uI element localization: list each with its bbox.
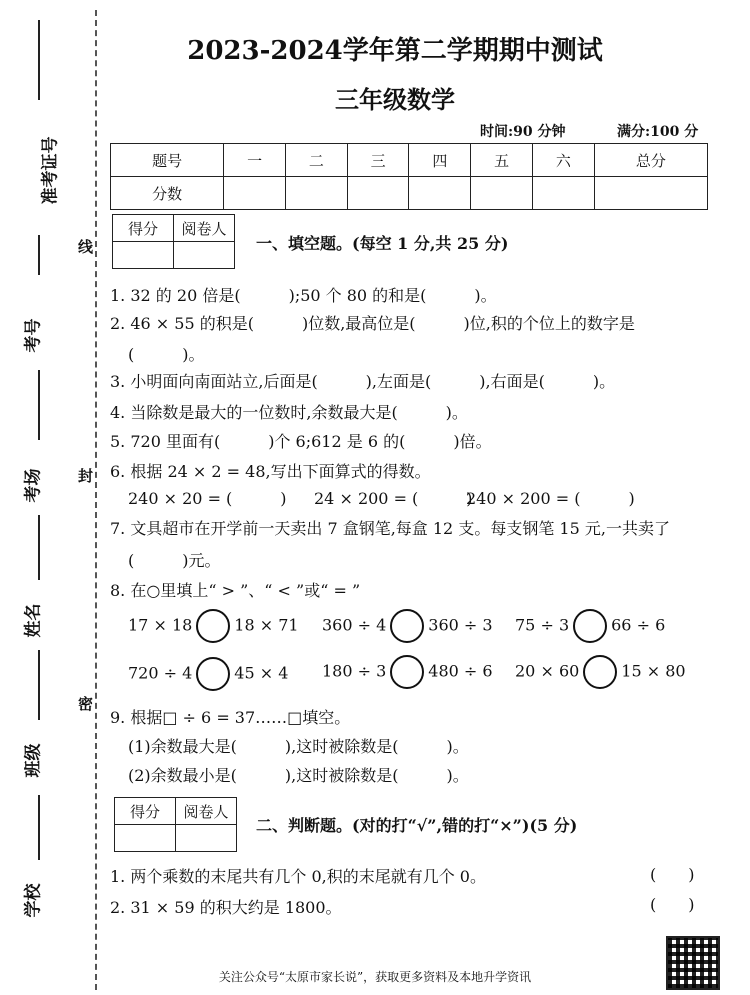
grader-box xyxy=(112,214,235,269)
page-title: 2023-2024学年第二学期期中测试 xyxy=(187,36,603,66)
side-line xyxy=(38,650,40,720)
section2-heading: 二、判断题。(对的打“√”,错的打“×”)(5 分) xyxy=(256,816,578,835)
exam-time: 时间:90 分钟 xyxy=(480,124,566,140)
compare-item: 180 ÷ 3 480 ÷ 6 xyxy=(322,655,493,689)
grader-score-label: 得分 xyxy=(115,798,176,825)
score-cell[interactable] xyxy=(594,177,707,210)
table-cell: 三 xyxy=(347,144,409,177)
side-line xyxy=(38,235,40,275)
seal-word-line: 线 xyxy=(78,238,94,256)
question-9a: (1)余数最大是( ),这时被除数是( )。 xyxy=(128,737,469,756)
score-cell[interactable] xyxy=(285,177,347,210)
question-7-cont: ( )元。 xyxy=(128,551,221,570)
compare-item: 75 ÷ 3 66 ÷ 6 xyxy=(515,609,665,643)
question-5: 5. 720 里面有( )个 6;612 是 6 的( )倍。 xyxy=(110,432,492,451)
grader-reviewer-cell[interactable] xyxy=(176,825,237,852)
name-label: 姓名 xyxy=(23,603,44,638)
table-cell: 四 xyxy=(409,144,471,177)
table-cell: 题号 xyxy=(111,144,224,177)
question-6: 6. 根据 24 × 2 = 48,写出下面算式的得数。 xyxy=(110,462,431,481)
exam-site-label: 考场 xyxy=(23,468,44,503)
page-subtitle: 三年级数学 xyxy=(335,85,455,114)
table-row xyxy=(111,144,708,177)
question-6c: 240 × 200 = ( ) xyxy=(466,489,635,508)
compare-item: 720 ÷ 4 45 × 4 xyxy=(128,657,288,691)
table-row xyxy=(111,177,708,210)
grader-reviewer-label: 阅卷人 xyxy=(174,215,235,242)
full-score: 满分:100 分 xyxy=(617,124,699,140)
table-cell: 五 xyxy=(471,144,533,177)
exam-room-label: 考号 xyxy=(23,318,44,353)
score-cell[interactable] xyxy=(224,177,286,210)
side-line xyxy=(38,795,40,860)
seal-word-secret: 密 xyxy=(78,695,94,713)
question-6b: 24 × 200 = ( ) xyxy=(314,489,473,508)
seal-dashed-line xyxy=(95,10,97,990)
question-2-cont: ( )。 xyxy=(128,345,205,364)
question-9: 9. 根据□ ÷ 6 = 37……□填空。 xyxy=(110,708,351,727)
question-8: 8. 在○里填上“ > ”、“ < ”或“ = ” xyxy=(110,581,361,600)
compare-item: 360 ÷ 4 360 ÷ 3 xyxy=(322,609,493,643)
question-9b: (2)余数最小是( ),这时被除数是( )。 xyxy=(128,766,469,785)
grader-box xyxy=(114,797,237,852)
section1-heading: 一、填空题。(每空 1 分,共 25 分) xyxy=(256,234,509,253)
compare-circle[interactable] xyxy=(390,609,424,643)
question-1: 1. 32 的 20 倍是( );50 个 80 的和是( )。 xyxy=(110,286,497,305)
question-6a: 240 × 20 = ( ) xyxy=(128,489,287,508)
compare-circle[interactable] xyxy=(196,657,230,691)
score-cell[interactable] xyxy=(533,177,595,210)
table-cell: 二 xyxy=(285,144,347,177)
grader-score-cell[interactable] xyxy=(115,825,176,852)
compare-circle[interactable] xyxy=(196,609,230,643)
judge-question-1: 1. 两个乘数的末尾共有几个 0,积的末尾就有几个 0。 xyxy=(110,867,486,886)
score-cell[interactable] xyxy=(347,177,409,210)
table-cell: 总分 xyxy=(594,144,707,177)
grader-score-cell[interactable] xyxy=(113,242,174,269)
question-4: 4. 当除数是最大的一位数时,余数最大是( )。 xyxy=(110,403,468,422)
question-7: 7. 文具超市在开学前一天卖出 7 盒钢笔,每盒 12 支。每支钢笔 15 元,一共卖了 xyxy=(110,519,670,538)
score-cell[interactable] xyxy=(409,177,471,210)
exam-id-label: 准考证号 xyxy=(40,136,61,205)
compare-item: 20 × 60 15 × 80 xyxy=(515,655,686,689)
judge-answer-1[interactable]: ( ) xyxy=(650,865,695,884)
school-label: 学校 xyxy=(23,883,44,918)
score-cell[interactable] xyxy=(471,177,533,210)
compare-circle[interactable] xyxy=(583,655,617,689)
compare-item: 17 × 18 18 × 71 xyxy=(128,609,299,643)
footer-note: 关注公众号“太原市家长说”，获取更多资料及本地升学资讯 xyxy=(218,970,532,984)
grader-reviewer-label: 阅卷人 xyxy=(176,798,237,825)
side-line xyxy=(38,515,40,580)
grader-score-label: 得分 xyxy=(113,215,174,242)
seal-word-seal: 封 xyxy=(78,467,94,485)
grader-reviewer-cell[interactable] xyxy=(174,242,235,269)
judge-answer-2[interactable]: ( ) xyxy=(650,895,695,914)
table-cell: 一 xyxy=(224,144,286,177)
question-3: 3. 小明面向南面站立,后面是( ),左面是( ),右面是( )。 xyxy=(110,372,616,391)
score-table xyxy=(110,143,708,210)
table-cell: 分数 xyxy=(111,177,224,210)
judge-question-2: 2. 31 × 59 的积大约是 1800。 xyxy=(110,898,342,917)
compare-circle[interactable] xyxy=(390,655,424,689)
table-cell: 六 xyxy=(533,144,595,177)
question-2: 2. 46 × 55 的积是( )位数,最高位是( )位,积的个位上的数字是 xyxy=(110,314,635,333)
class-label: 班级 xyxy=(23,743,44,778)
compare-circle[interactable] xyxy=(573,609,607,643)
side-line xyxy=(38,370,40,440)
